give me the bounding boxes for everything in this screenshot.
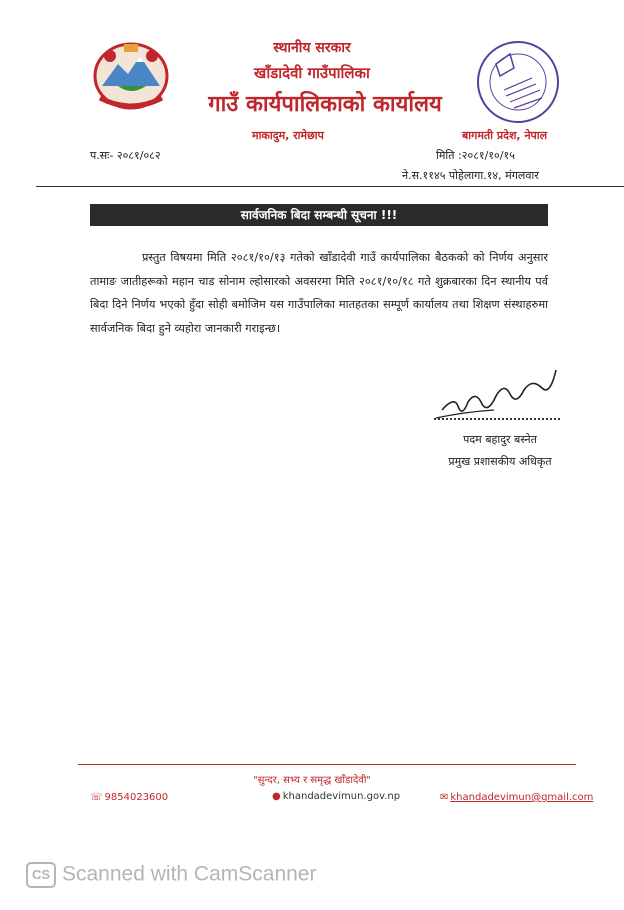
camscanner-logo-icon: CS	[26, 862, 56, 888]
date-nepal-sambat: ने.स.११४५ पोहेलागा.१४, मंगलवार	[402, 169, 539, 182]
header-divider	[36, 186, 624, 187]
header-address-local: माकादुम, रामेछाप	[252, 129, 324, 142]
camscanner-text: Scanned with CamScanner	[62, 862, 317, 886]
footer-divider	[78, 764, 576, 765]
signer-name: पदम बहादुर बस्नेत	[463, 433, 537, 446]
reference-number: प.सः- २०८१/०८२	[90, 149, 161, 162]
camscanner-watermark	[26, 862, 316, 888]
globe-icon: ●	[272, 791, 281, 802]
footer-phone-number: 9854023600	[104, 792, 169, 803]
header-local-government: स्थानीय सरकार	[273, 40, 351, 56]
date-bikram-sambat: मिति :२०८१/१०/१५	[436, 149, 515, 162]
footer-website[interactable]	[272, 791, 400, 802]
header-office-name: गाउँ कार्यपालिकाको कार्यालय	[208, 92, 442, 117]
header-address-province: बागमती प्रदेश, नेपाल	[462, 129, 548, 142]
mail-icon: ✉	[440, 792, 449, 803]
footer-phone	[90, 792, 168, 803]
notice-title: सार्वजनिक बिदा सम्बन्धी सूचना !!!	[90, 204, 548, 226]
footer-email-address[interactable]: khandadevimun@gmail.com	[450, 792, 594, 803]
header-municipality-name: खाँडादेवी गाउँपालिका	[254, 64, 370, 82]
signature-icon	[424, 360, 564, 426]
notice-body: प्रस्तुत विषयमा मिति २०८१/१०/१३ गतेको खाँडादेवी गाउँ कार्यपालिका बैठकको को निर्णय अनुसार तामाङ जातीहरूको महान चाड सोनाम ल्होसारको अवसरमा मिति २०८१/१०/१८ गते शुक्रबारका दिन स्थानीय पर्व बिदा दिने निर्णय भएको हुँदा सोही बमोजिम यस गाउँपालिका मातहतका सम्पूर्ण कार्यालय तथा शिक्षण संस्थाहरुमा सार्वजनिक बिदा हुने व्यहोरा जानकारी गराइन्छ।	[90, 251, 548, 335]
footer-motto: "सुन्दर, सभ्य र समृद्ध खाँडादेवी"	[252, 775, 372, 786]
footer-website-url[interactable]: khandadevimun.gov.np	[282, 791, 401, 802]
phone-icon: ☏	[90, 792, 103, 803]
signer-title: प्रमुख प्रशासकीय अधिकृत	[448, 455, 552, 468]
footer-email[interactable]	[440, 792, 593, 803]
signature-line	[434, 418, 560, 420]
